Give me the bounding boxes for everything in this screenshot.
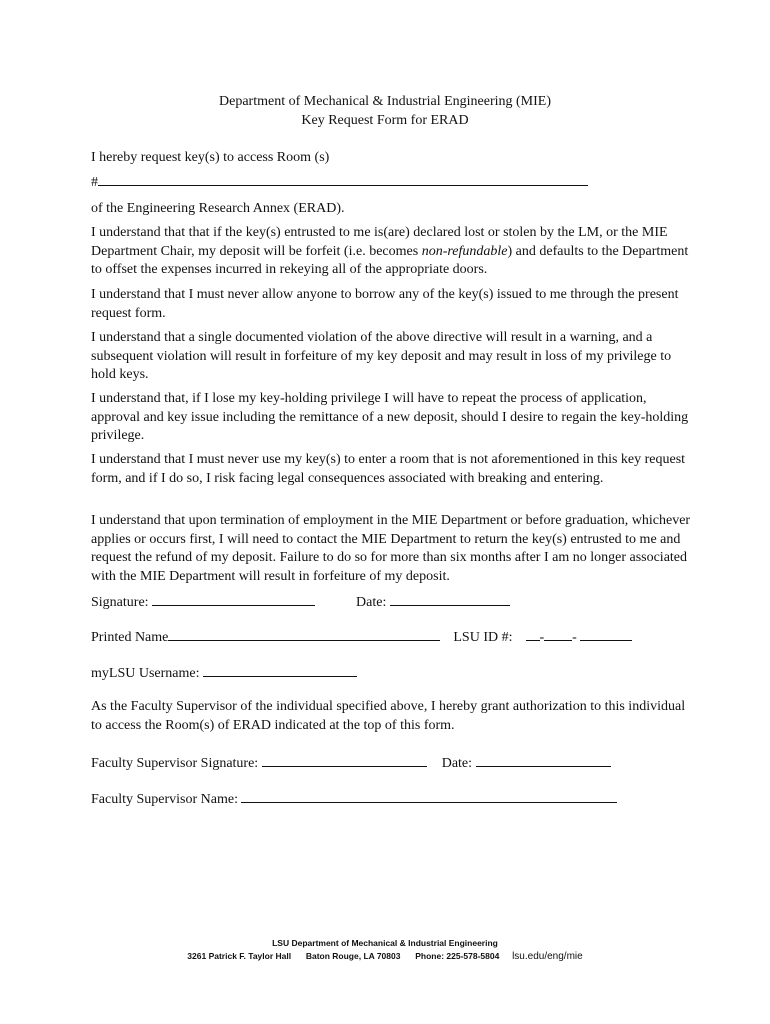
footer-contact [0, 950, 770, 963]
supervisor-date-label: Date: [441, 756, 473, 771]
supervisor-statement: As the Faculty Supervisor of the individual specified above, I hereby grant authorization to this individual to access the Room(s) of ERAD indicated at the top of this form. [91, 699, 686, 733]
date-label: Date: [356, 595, 387, 610]
supervisor-date-field[interactable] [476, 753, 611, 767]
lsu-id-sep-2: - [572, 630, 577, 645]
footer-website-link[interactable]: lsu.edu/eng/mie [512, 951, 583, 962]
mylsu-username-field[interactable] [203, 663, 357, 677]
room-prefix: # [91, 175, 98, 190]
supervisor-signature-label: Faculty Supervisor Signature: [91, 756, 259, 771]
printed-name-field[interactable] [168, 627, 440, 641]
supervisor-name-field[interactable] [241, 789, 617, 803]
printed-name-row [91, 627, 632, 647]
form-title: Key Request Form for ERAD [301, 113, 469, 128]
lsu-id-label: LSU ID #: [453, 630, 513, 645]
signature-field[interactable] [152, 592, 315, 606]
privilege-paragraph: I understand that, if I lose my key-holding privilege I will have to repeat the process of application, approval and key issue including the remittance of a new deposit, should I desire to regain the key-holding privilege. [91, 391, 689, 443]
signature-label: Signature: [91, 595, 149, 610]
lsu-id-part-3[interactable] [580, 627, 632, 641]
footer-address: 3261 Patrick F. Taylor Hall [187, 951, 292, 961]
lost-key-paragraph [91, 224, 691, 280]
p1-text-b: ) and defaults to the Department to offset the expenses incurred in rekeying all of the appropriate doors. [91, 243, 689, 277]
room-number-row [91, 172, 588, 192]
supervisor-signature-field[interactable] [262, 753, 427, 767]
room-number-field[interactable] [98, 172, 588, 186]
mylsu-row [91, 663, 357, 683]
supervisor-name-row [91, 789, 617, 809]
department-heading: Department of Mechanical & Industrial Engineering (MIE) [219, 94, 551, 109]
footer-phone: Phone: 225-578-5804 [415, 951, 500, 961]
request-intro: I hereby request key(s) to access Room (s) [91, 150, 330, 165]
annex-text: of the Engineering Research Annex (ERAD). [91, 201, 345, 216]
termination-paragraph: I understand that upon termination of employment in the MIE Department or before graduation, whichever applies or occurs first, I will need to contact the MIE Department to return the key(s) entrusted to me and request the refund of my deposit. Failure to do so for more than six months after I am no longer associated with the MIE Department will result in forfeiture of my deposit. [91, 513, 691, 584]
supervisor-signature-row [91, 753, 611, 773]
p1-italic-text: non-refundable [421, 243, 508, 259]
mylsu-label: myLSU Username: [91, 666, 200, 681]
footer-org: LSU Department of Mechanical & Industrial Engineering [272, 938, 498, 948]
signature-row [91, 592, 510, 612]
unauthorized-room-paragraph: I understand that I must never use my key(s) to enter a room that is not aforementioned in this key request form, and if I do so, I risk facing legal consequences associated with breaking and entering. [91, 452, 686, 486]
lsu-id-part-1[interactable] [526, 627, 540, 641]
lsu-id-sep-1: - [539, 630, 545, 645]
supervisor-name-label: Faculty Supervisor Name: [91, 792, 238, 807]
lsu-id-part-2[interactable] [544, 627, 572, 641]
date-field[interactable] [390, 592, 510, 606]
p1-text-a: I understand that that if the key(s) entrusted to me is(are) declared lost or stolen by the LM, or the MIE Department Chair, my deposit will be forfeit (i.e. becomes [91, 225, 668, 259]
footer-city: Baton Rouge, LA 70803 [305, 951, 401, 961]
violation-paragraph: I understand that a single documented violation of the above directive will result in a warning, and a subsequent violation will result in forfeiture of my key deposit and may result in loss of my privilege to hold keys. [91, 330, 672, 382]
printed-name-label: Printed Name [91, 630, 169, 645]
borrow-paragraph: I understand that I must never allow anyone to borrow any of the key(s) issued to me through the present request form. [91, 287, 679, 321]
